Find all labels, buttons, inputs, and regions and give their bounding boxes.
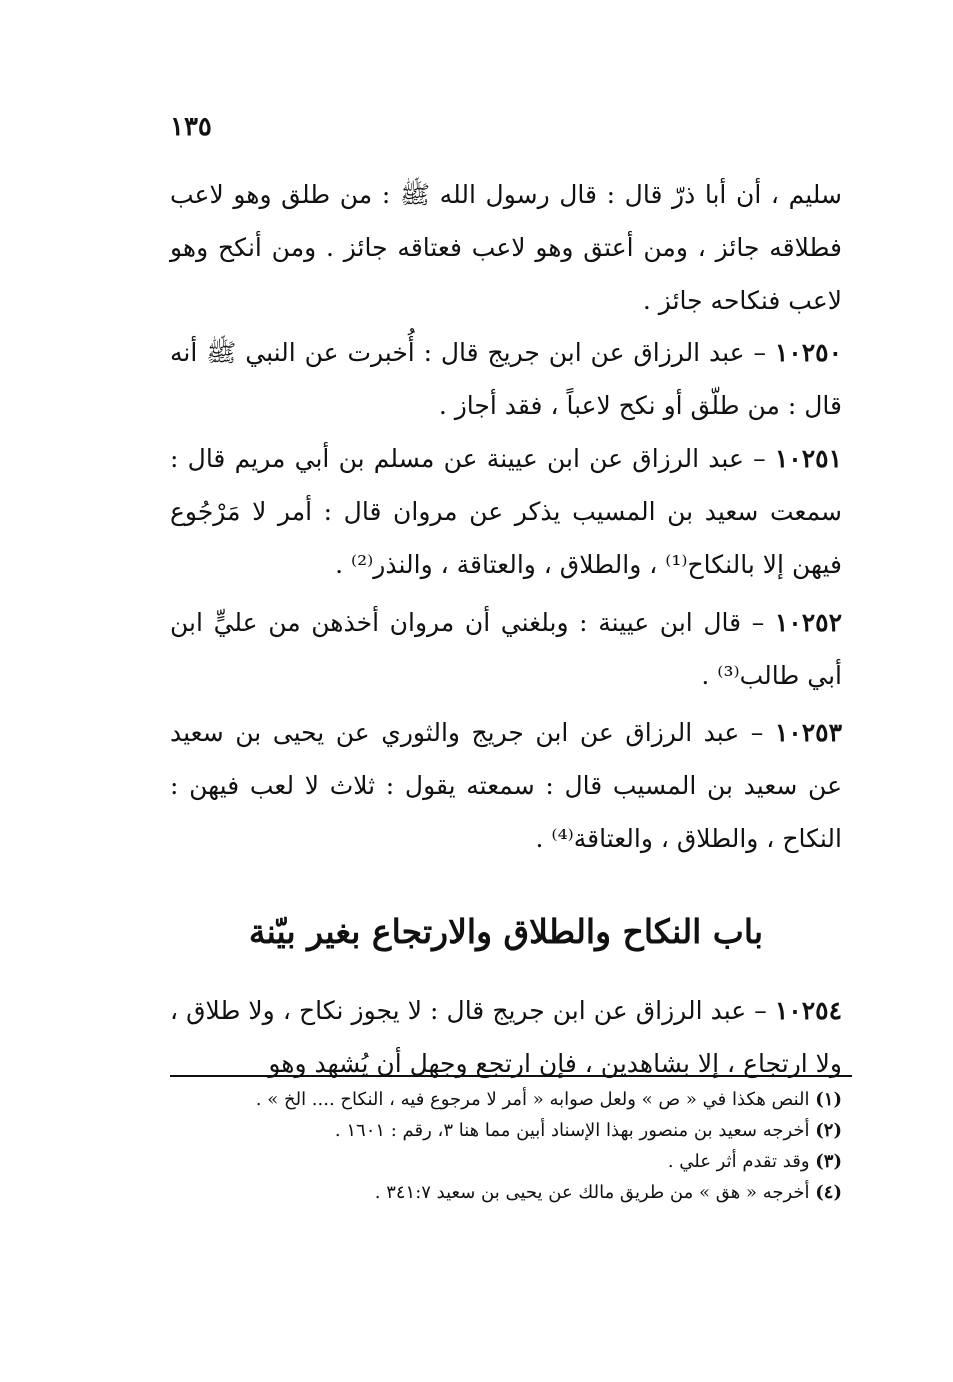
footnote bbox=[170, 1146, 842, 1177]
footnote bbox=[170, 1177, 842, 1208]
hadith-number: ١٠٢٥٣ bbox=[774, 718, 842, 747]
footnote-number: (١) bbox=[815, 1089, 842, 1110]
hadith-10250 bbox=[170, 326, 842, 432]
footnotes bbox=[170, 1084, 842, 1208]
footnote-number: (٢) bbox=[815, 1120, 842, 1141]
footnote-number: (٣) bbox=[815, 1151, 842, 1172]
footnote bbox=[170, 1115, 842, 1146]
hadith-text: – عبد الرزاق عن ابن جريج قال : لا يجوز نكاح ، ولا طلاق ، ولا ارتجاع ، إلا بشاهدين ، فإن ارتجع وجهل أن يُشهد وهو bbox=[170, 996, 842, 1078]
page-number: ١٣٥ bbox=[170, 112, 212, 142]
hadith-10253 bbox=[170, 706, 842, 865]
paragraph bbox=[170, 168, 842, 327]
hadith-number: ١٠٢٥٤ bbox=[774, 996, 842, 1025]
hadith-number: ١٠٢٥٠ bbox=[774, 338, 842, 367]
footnote-text: النص هكذا في « ص » ولعل صوابه « أمر لا مرجوع فيه ، النكاح .... الخ » . bbox=[255, 1089, 810, 1110]
chapter-title: باب النكاح والطلاق والارتجاع بغير بيّنة bbox=[248, 912, 764, 951]
paragraph-text: سليم ، أن أبا ذرّ قال : قال رسول الله ﷺ : من طلق وهو لاعب فطلاقه جائز ، ومن أعتق وهو لاعب فعتاقه جائز . ومن أنكح وهو لاعب فنكاحه جائز . bbox=[170, 180, 842, 315]
hadith-number: ١٠٢٥١ bbox=[774, 444, 842, 473]
footnote-text: أخرجه « هق » من طريق مالك عن يحيى بن سعيد ٣٤١:٧ . bbox=[374, 1182, 810, 1203]
footnote-number: (٤) bbox=[815, 1182, 842, 1203]
footnote-divider bbox=[170, 1075, 852, 1077]
footnote-text: أخرجه سعيد بن منصور بهذا الإسناد أبين مما هنا ٣، رقم : ١٦٠١ . bbox=[334, 1120, 810, 1141]
hadith-number: ١٠٢٥٢ bbox=[774, 608, 842, 637]
footnote bbox=[170, 1084, 842, 1115]
hadith-text: – عبد الرزاق عن ابن عيينة عن مسلم بن أبي مريم قال : سمعت سعيد بن المسيب يذكر عن مروان قال : أمر لا مَرْجُوع فيهن إلا بالنكاح⁽¹⁾ ، والطلاق ، والعتاقة ، والنذر⁽²⁾ . bbox=[170, 444, 842, 579]
hadith-text: – قال ابن عيينة : وبلغني أن مروان أخذهن من عليٍّ ابن أبي طالب⁽³⁾ . bbox=[170, 608, 842, 690]
footnote-text: وقد تقدم أثر علي . bbox=[667, 1151, 810, 1172]
hadith-text: – عبد الرزاق عن ابن جريج قال : أُخبرت عن النبي ﷺ أنه قال : من طلّق أو نكح لاعباً ، فقد أجاز . bbox=[170, 338, 842, 420]
hadith-10252 bbox=[170, 596, 842, 702]
hadith-text: – عبد الرزاق عن ابن جريج والثوري عن يحيى بن سعيد عن سعيد بن المسيب قال : سمعته يقول : ثلاث لا لعب فيهن : النكاح ، والطلاق ، والعتاقة⁽⁴⁾ . bbox=[170, 718, 842, 853]
hadith-10251 bbox=[170, 432, 842, 591]
